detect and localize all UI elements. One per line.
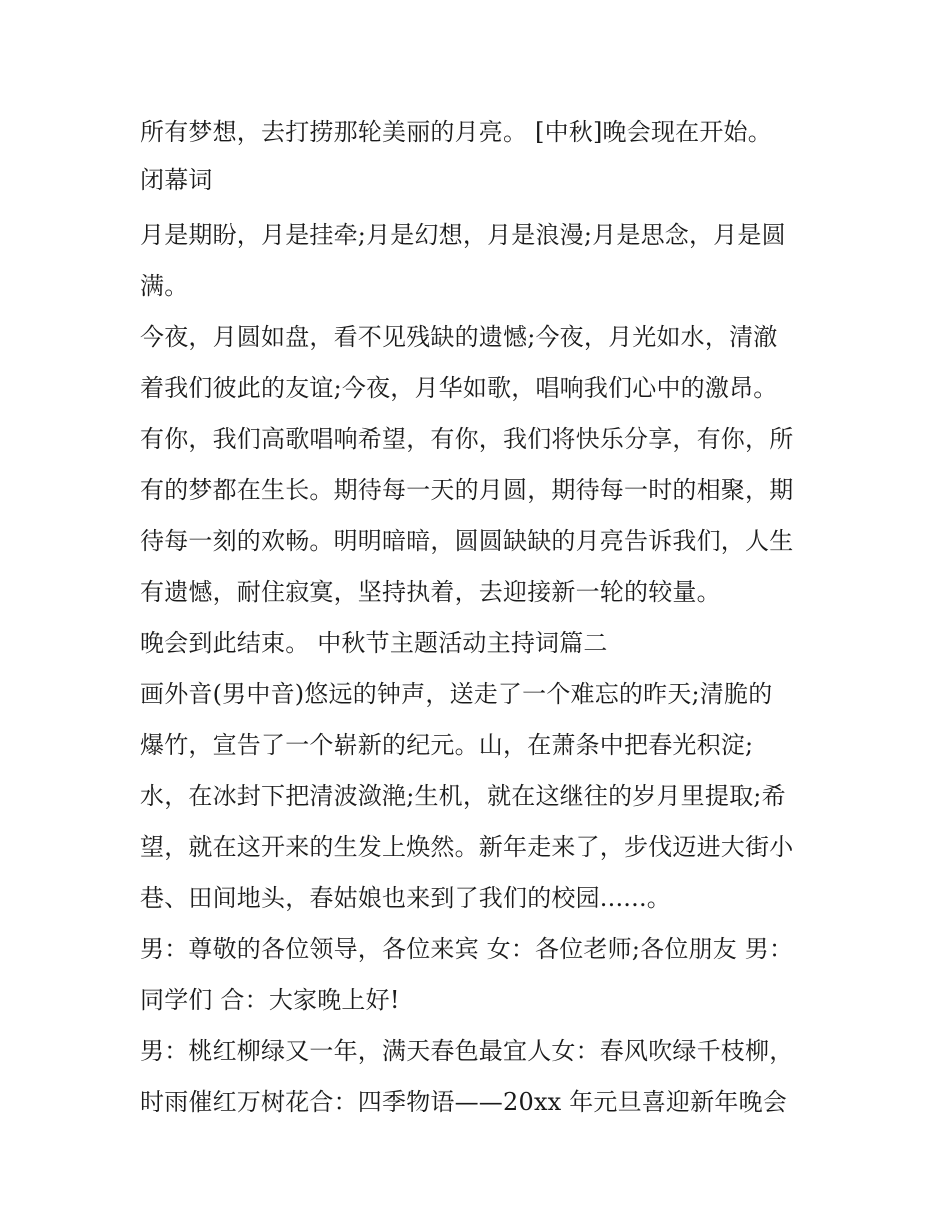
text-line: 所有梦想，去打捞那轮美丽的月亮。 [中秋]晚会现在开始。 — [140, 118, 772, 146]
text-line: 待每一刻的欢畅。明明暗暗，圆圆缺缺的月亮告诉我们，人生 — [140, 527, 794, 555]
text-line: 今夜，月圆如盘，看不见残缺的遗憾;今夜，月光如水，清澈 — [140, 323, 778, 351]
text-line: 巷、田间地头，春姑娘也来到了我们的校园......。 — [140, 884, 671, 912]
text-line: 有遗憾，耐住寂寞，坚持执着，去迎接新一轮的较量。 — [140, 578, 721, 606]
text-line: 有的梦都在生长。期待每一天的月圆，期待每一时的相聚，期 — [140, 476, 794, 504]
text-line: 月是期盼，月是挂牵;月是幻想，月是浪漫;月是思念，月是圆 — [140, 221, 786, 249]
section-heading: 闭幕词 — [140, 166, 213, 194]
text-line: 望，就在这开来的生发上焕然。新年走来了，步伐迈进大街小 — [140, 833, 794, 861]
text-line: 男：桃红柳绿又一年，满天春色最宜人女：春风吹绿千枝柳， — [140, 1037, 794, 1065]
text-line: 着我们彼此的友谊;今夜，月华如歌，唱响我们心中的激昂。 — [140, 374, 778, 402]
text-line: 满。 — [140, 272, 189, 300]
text-line: 同学们 合：大家晚上好! — [140, 986, 400, 1014]
text-line: 时雨催红万树花合：四季物语——20xx 年元旦喜迎新年晚会 — [140, 1088, 788, 1116]
text-line: 男：尊敬的各位领导，各位来宾 女：各位老师;各位朋友 男： — [140, 935, 794, 963]
text-line: 画外音(男中音)悠远的钟声，送走了一个难忘的昨天;清脆的 — [140, 680, 773, 708]
document-body — [140, 107, 820, 1128]
text-line: 有你，我们高歌唱响希望，有你，我们将快乐分享，有你，所 — [140, 425, 794, 453]
text-line: 爆竹，宣告了一个崭新的纪元。山，在萧条中把春光积淀; — [140, 731, 754, 759]
text-line: 晚会到此结束。 中秋节主题活动主持词篇二 — [140, 629, 608, 657]
text-line: 水，在冰封下把清波潋滟;生机，就在这继往的岁月里提取;希 — [140, 782, 786, 810]
